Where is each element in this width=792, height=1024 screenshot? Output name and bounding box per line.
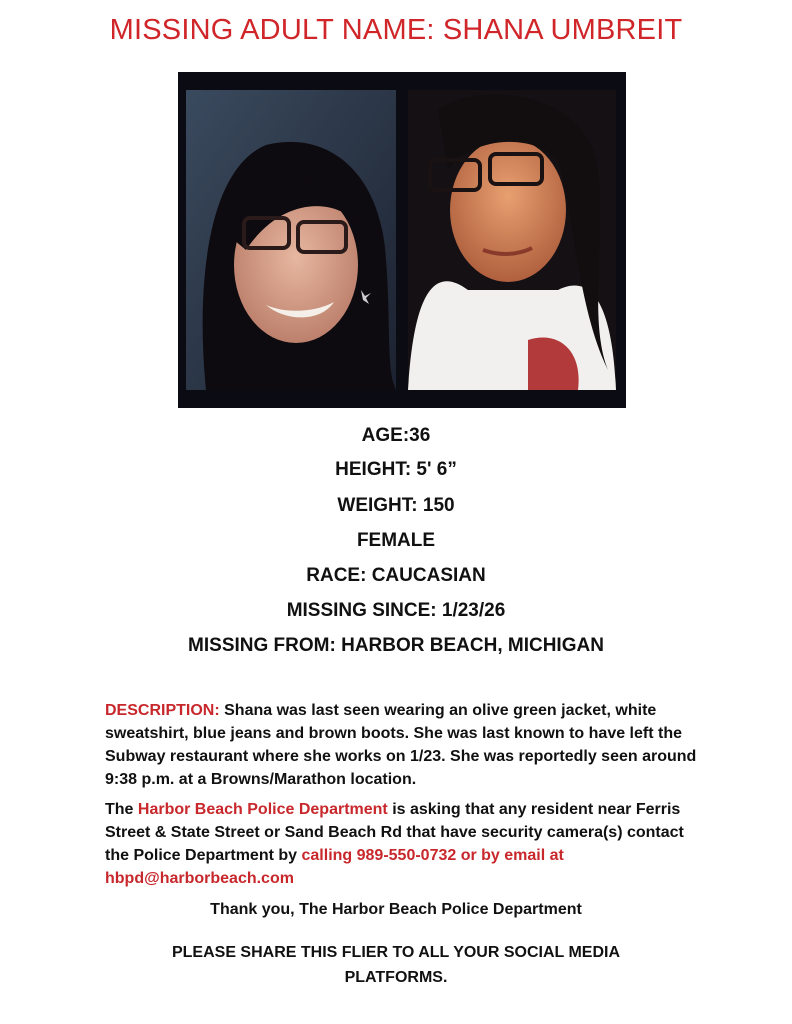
weight-line: WEIGHT: 150 <box>337 495 455 516</box>
missing-since-line: MISSING SINCE: 1/23/26 <box>286 600 506 621</box>
thank-you-line: Thank you, The Harbor Beach Police Department <box>210 901 582 918</box>
contact-info: calling 989-550-0732 or by email at hbpd@harborbeach.com <box>105 847 564 887</box>
height-line: HEIGHT: 5' 6” <box>335 459 457 480</box>
description-paragraph <box>105 699 705 791</box>
portrait-photo-casual <box>408 90 616 390</box>
portrait-photo-smiling <box>186 90 396 390</box>
race-line: RACE: CAUCASIAN <box>306 565 486 586</box>
appeal-paragraph <box>105 798 705 890</box>
share-request: PLEASE SHARE THIS FLIER TO ALL YOUR SOCIAL MEDIA PLATFORMS. <box>171 944 621 986</box>
sex-line: FEMALE <box>356 530 436 551</box>
appeal-text-middle: is asking that any resident near Ferris Street & State Street or Sand Beach Rd that have security camera(s) contact the Police Department by <box>105 801 684 864</box>
missing-from-line: MISSING FROM: HARBOR BEACH, MICHIGAN <box>188 635 604 656</box>
description-text: Shana was last seen wearing an olive green jacket, white sweatshirt, blue jeans and brown boots. She was last known to have left the Subway restaurant where she works on 1/23. She was reportedly seen around 9:38 p.m. at a Browns/Marathon location. <box>105 702 697 788</box>
age-line: AGE:36 <box>361 425 431 446</box>
photo-collage <box>178 72 626 408</box>
department-name: Harbor Beach Police Department <box>137 801 388 818</box>
appeal-text-start: The <box>105 801 138 818</box>
flier-title: MISSING ADULT NAME: SHANA UMBREIT <box>109 14 683 46</box>
description-label: DESCRIPTION: <box>105 702 220 719</box>
